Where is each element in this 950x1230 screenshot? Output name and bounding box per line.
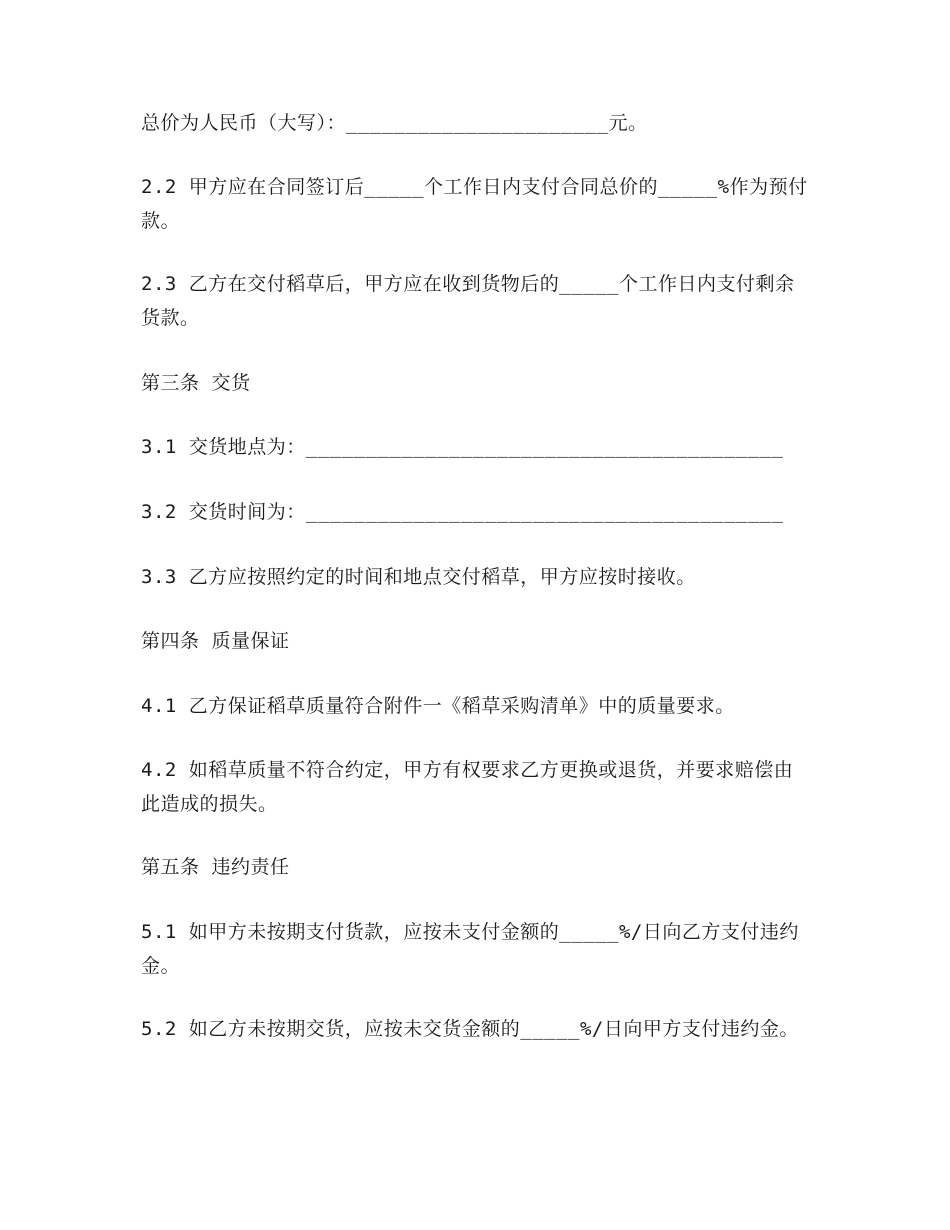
paragraph-5-2: 5.2 如乙方未按期交货，应按未交货金额的_____%/日向甲方支付违约金。 [141,1018,799,1040]
paragraph-total-price: 总价为人民币（大写）：______________________元。 [141,112,648,134]
heading-article-5: 第五条 违约责任 [141,856,290,878]
heading-article-4: 第四条 质量保证 [141,630,290,652]
heading-article-3: 第三条 交货 [141,372,251,394]
paragraph-4-1: 4.1 乙方保证稻草质量符合附件一《稻草采购清单》中的质量要求。 [141,695,735,717]
paragraph-4-2: 4.2 如稻草质量不符合约定，甲方有权要求乙方更换或退货，并要求赔偿由此造成的损失。 [141,759,794,815]
paragraph-2-2: 2.2 甲方应在合同签订后_____个工作日内支付合同总价的_____%作为预付款。 [141,176,808,232]
paragraph-2-3: 2.3 乙方在交付稻草后，甲方应在收到货物后的_____个工作日内支付剩余货款。 [141,273,795,329]
paragraph-3-3: 3.3 乙方应按照约定的时间和地点交付稻草，甲方应按时接收。 [141,566,696,588]
paragraph-3-2: 3.2 交货时间为：________________________________________ [141,501,784,523]
paragraph-3-1: 3.1 交货地点为：________________________________________ [141,436,784,458]
paragraph-5-1: 5.1 如甲方未按期支付货款，应按未支付金额的_____%/日向乙方支付违约金。 [141,921,799,977]
